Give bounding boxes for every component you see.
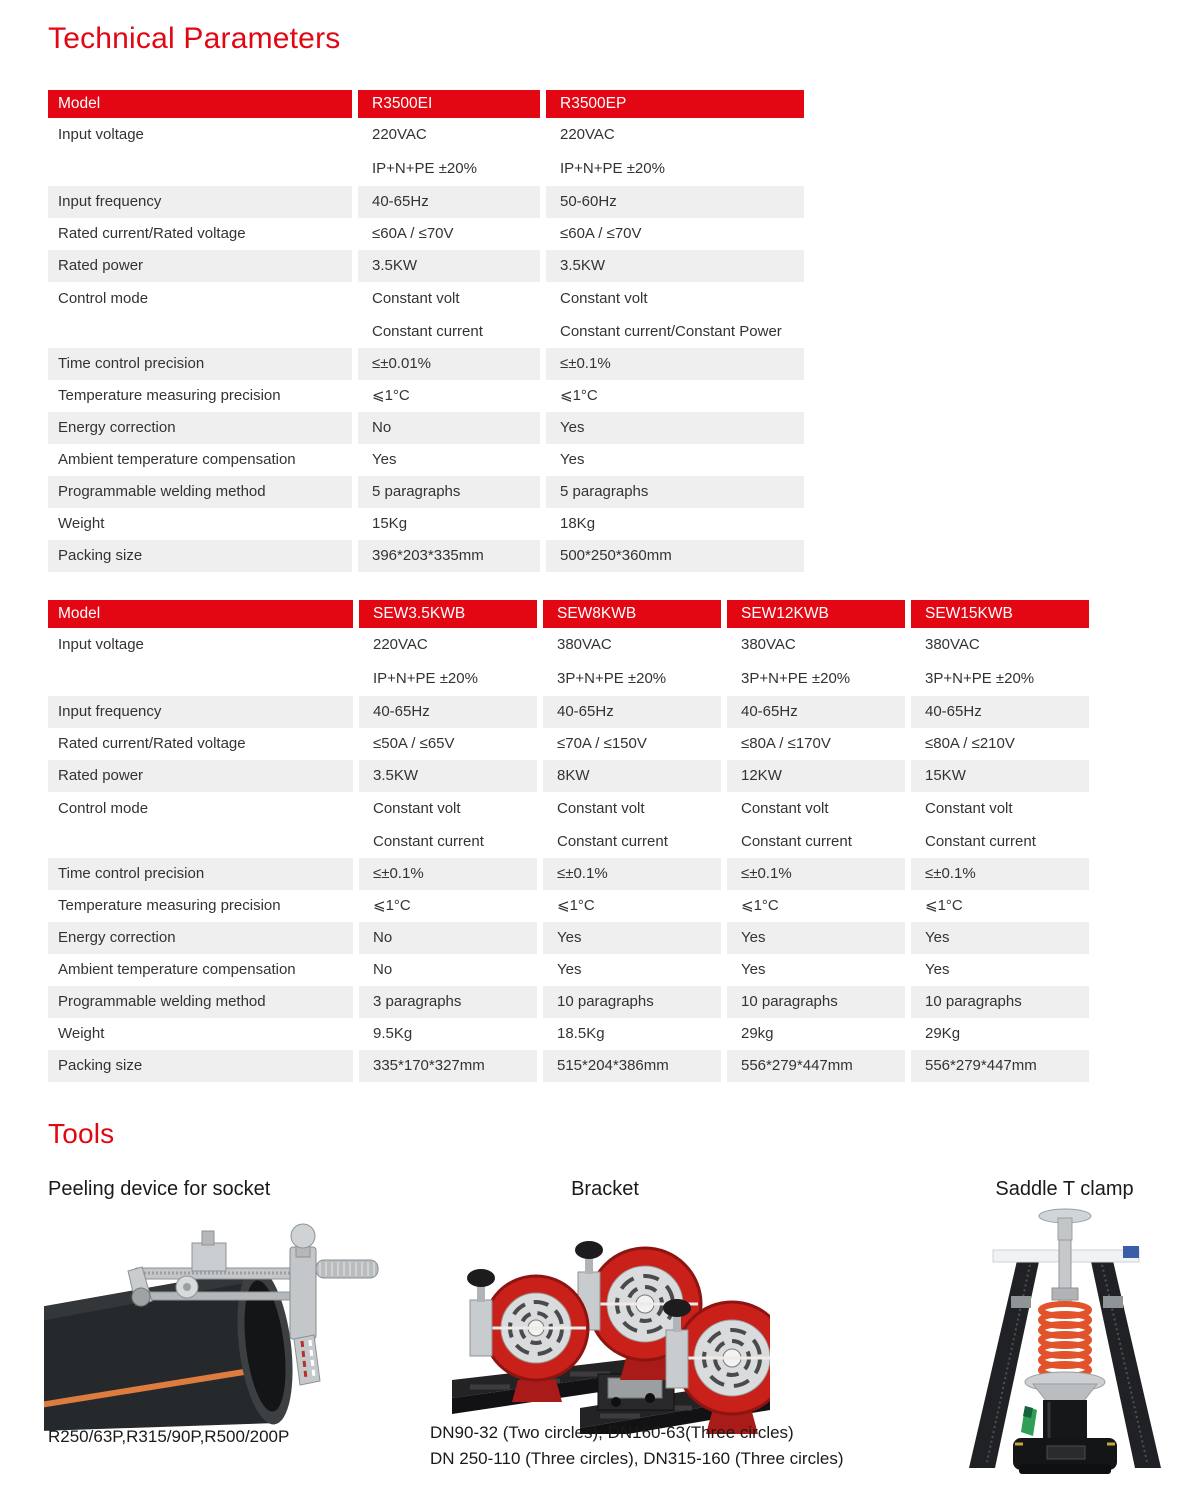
- table-row-packing-size: [48, 540, 804, 572]
- table-row-input-frequency: [48, 696, 1089, 728]
- cell-value: 515*204*386mm: [543, 1050, 721, 1082]
- saddle-t-clamp-image: [955, 1200, 1175, 1478]
- cell-line: Constant volt: [373, 800, 461, 817]
- cell-line: Constant volt: [372, 290, 460, 307]
- cell-value: [543, 792, 721, 858]
- cell-line: Constant volt: [557, 800, 645, 817]
- cell-value: 12KW: [727, 760, 905, 792]
- cell-line: 3P+N+PE ±20%: [925, 670, 1035, 687]
- row-label: Rated power: [48, 250, 352, 282]
- cell-value: ≤80A / ≤170V: [741, 735, 831, 752]
- bracket-image: [440, 1212, 770, 1434]
- header-sew8kwb: SEW8KWB: [543, 600, 721, 628]
- cell-line: IP+N+PE ±20%: [373, 670, 478, 687]
- table-row-ambient-comp: [48, 954, 1089, 986]
- header-model: Model: [48, 600, 353, 628]
- cell-line: 380VAC: [557, 636, 612, 653]
- cell-value: 556*279*447mm: [727, 1050, 905, 1082]
- table-row-input-voltage: [48, 118, 804, 186]
- cell-line: IP+N+PE ±20%: [560, 160, 665, 177]
- cell-value: Yes: [925, 961, 950, 978]
- tools-section-title: Tools: [48, 1118, 115, 1149]
- cell-value: 3.5KW: [359, 760, 537, 792]
- table-sew: [48, 600, 1089, 1082]
- row-label: Rated current/Rated voltage: [58, 735, 246, 752]
- cell-value: 29Kg: [925, 1025, 961, 1042]
- cell-line: 220VAC: [560, 126, 615, 143]
- table-row-welding-method: [48, 476, 804, 508]
- header-sew15kwb: SEW15KWB: [911, 600, 1089, 628]
- cell-value: 10 paragraphs: [543, 986, 721, 1018]
- row-label: Time control precision: [48, 858, 353, 890]
- cell-value: [546, 118, 804, 186]
- cell-line: Constant current: [741, 833, 852, 850]
- cell-line: Constant current: [373, 833, 484, 850]
- cell-value: [358, 118, 540, 186]
- cell-value: ≤±0.1%: [546, 348, 804, 380]
- table-row-time-precision: [48, 348, 804, 380]
- cell-value: 396*203*335mm: [358, 540, 540, 572]
- peeling-device-image: [44, 1205, 380, 1431]
- table-row-packing-size: [48, 1050, 1089, 1082]
- table-row-weight: [48, 508, 804, 540]
- row-label: Temperature measuring precision: [58, 897, 281, 914]
- cell-value: 5 paragraphs: [546, 476, 804, 508]
- cell-value: ≤±0.01%: [358, 348, 540, 380]
- cell-value: 15KW: [911, 760, 1089, 792]
- cell-line: 220VAC: [373, 636, 428, 653]
- cell-line: 3P+N+PE ±20%: [557, 670, 667, 687]
- cell-value: [546, 282, 804, 348]
- cell-value: 556*279*447mm: [911, 1050, 1089, 1082]
- tool-title-peeling-device: Peeling device for socket: [48, 1178, 271, 1200]
- cell-value: [358, 282, 540, 348]
- cell-value: ⩽1°C: [557, 897, 595, 914]
- row-label: Input voltage: [58, 636, 144, 653]
- cell-value: [359, 792, 537, 858]
- cell-value: 9.5Kg: [373, 1025, 413, 1042]
- row-label: Temperature measuring precision: [58, 387, 281, 404]
- cell-value: 40-65Hz: [911, 696, 1089, 728]
- cell-line: Constant current: [557, 833, 668, 850]
- cell-value: 40-65Hz: [543, 696, 721, 728]
- table-header-row: [48, 90, 804, 118]
- table-row-rated-power: [48, 760, 1089, 792]
- cell-value: 50-60Hz: [546, 186, 804, 218]
- row-label: Input voltage: [58, 126, 144, 143]
- cell-value: Yes: [911, 922, 1089, 954]
- row-label: Rated current/Rated voltage: [58, 225, 246, 242]
- cell-value: 10 paragraphs: [911, 986, 1089, 1018]
- cell-value: 3.5KW: [358, 250, 540, 282]
- row-label: Time control precision: [48, 348, 352, 380]
- row-label: Control mode: [58, 290, 149, 307]
- table-row-rated-power: [48, 250, 804, 282]
- table-row-input-frequency: [48, 186, 804, 218]
- row-label: Packing size: [48, 1050, 353, 1082]
- table-row-rated-current: [48, 728, 1089, 760]
- cell-value: 40-65Hz: [358, 186, 540, 218]
- header-r3500ei: R3500EI: [358, 90, 540, 118]
- cell-value: Yes: [557, 961, 582, 978]
- table-row-energy-correction: [48, 922, 1089, 954]
- row-label: Ambient temperature compensation: [58, 961, 296, 978]
- cell-line: 380VAC: [741, 636, 796, 653]
- cell-line: Constant current: [372, 323, 483, 340]
- cell-value: No: [373, 961, 393, 978]
- cell-value: ≤50A / ≤65V: [373, 735, 455, 752]
- cell-value: [911, 792, 1089, 858]
- table-row-weight: [48, 1018, 1089, 1050]
- row-label: Rated power: [48, 760, 353, 792]
- cell-line: IP+N+PE ±20%: [372, 160, 477, 177]
- table-row-control-mode: [48, 282, 804, 348]
- page-title: Technical Parameters: [48, 22, 341, 55]
- cell-line: Constant volt: [741, 800, 829, 817]
- table-row-time-precision: [48, 858, 1089, 890]
- row-label: Input frequency: [48, 696, 353, 728]
- cell-value: ≤±0.1%: [911, 858, 1089, 890]
- cell-line: 220VAC: [372, 126, 427, 143]
- row-label: Programmable welding method: [48, 986, 353, 1018]
- row-label: Packing size: [48, 540, 352, 572]
- cell-value: [911, 628, 1089, 696]
- cell-value: No: [358, 412, 540, 444]
- table-row-rated-current: [48, 218, 804, 250]
- cell-value: [727, 628, 905, 696]
- cell-line: Constant current: [925, 833, 1036, 850]
- table-row-temp-precision: [48, 890, 1089, 922]
- bracket-caption-line2: DN 250-110 (Three circles), DN315-160 (Three circles): [430, 1449, 844, 1468]
- cell-value: 500*250*360mm: [546, 540, 804, 572]
- cell-value: Yes: [741, 961, 766, 978]
- cell-value: Yes: [560, 451, 585, 468]
- table-row-energy-correction: [48, 412, 804, 444]
- table-row-control-mode: [48, 792, 1089, 858]
- row-label: Ambient temperature compensation: [58, 451, 296, 468]
- cell-value: ≤70A / ≤150V: [557, 735, 647, 752]
- header-sew35kwb: SEW3.5KWB: [359, 600, 537, 628]
- row-label: Weight: [58, 515, 105, 532]
- cell-line: 3P+N+PE ±20%: [741, 670, 851, 687]
- cell-value: ≤80A / ≤210V: [925, 735, 1015, 752]
- cell-value: 40-65Hz: [727, 696, 905, 728]
- cell-line: 380VAC: [925, 636, 980, 653]
- bracket-caption-line1: DN90-32 (Two circles), DN160-63(Three circles): [430, 1423, 794, 1442]
- cell-line: Constant current/Constant Power: [560, 323, 782, 340]
- cell-value: Yes: [727, 922, 905, 954]
- cell-value: ⩽1°C: [372, 387, 410, 404]
- header-model: Model: [48, 90, 352, 118]
- row-label: Weight: [58, 1025, 105, 1042]
- header-sew12kwb: SEW12KWB: [727, 600, 905, 628]
- cell-value: Yes: [372, 451, 397, 468]
- cell-line: Constant volt: [560, 290, 648, 307]
- cell-value: ⩽1°C: [373, 897, 411, 914]
- cell-value: 3 paragraphs: [359, 986, 537, 1018]
- cell-value: ≤±0.1%: [359, 858, 537, 890]
- cell-value: ≤±0.1%: [727, 858, 905, 890]
- cell-value: 8KW: [543, 760, 721, 792]
- cell-value: Yes: [543, 922, 721, 954]
- row-label: Energy correction: [48, 922, 353, 954]
- row-label: Energy correction: [48, 412, 352, 444]
- cell-value: ≤60A / ≤70V: [560, 225, 642, 242]
- row-label: Input frequency: [48, 186, 352, 218]
- cell-value: 29kg: [741, 1025, 774, 1042]
- cell-value: ≤60A / ≤70V: [372, 225, 454, 242]
- table-row-temp-precision: [48, 380, 804, 412]
- cell-value: ≤±0.1%: [543, 858, 721, 890]
- cell-value: 10 paragraphs: [727, 986, 905, 1018]
- row-label: Control mode: [58, 800, 149, 817]
- cell-value: 15Kg: [372, 515, 408, 532]
- cell-value: Yes: [546, 412, 804, 444]
- cell-value: 18.5Kg: [557, 1025, 605, 1042]
- bracket-caption: [430, 1420, 844, 1472]
- cell-value: 3.5KW: [546, 250, 804, 282]
- tool-title-saddle-t-clamp: Saddle T clamp: [995, 1178, 1134, 1200]
- cell-value: [359, 628, 537, 696]
- cell-value: 335*170*327mm: [359, 1050, 537, 1082]
- cell-value: ⩽1°C: [741, 897, 779, 914]
- table-r3500: [48, 90, 804, 572]
- table-row-input-voltage: [48, 628, 1089, 696]
- cell-value: 18Kg: [560, 515, 596, 532]
- cell-value: [727, 792, 905, 858]
- cell-value: No: [359, 922, 537, 954]
- header-r3500ep: R3500EP: [546, 90, 804, 118]
- cell-value: [543, 628, 721, 696]
- cell-value: ⩽1°C: [560, 387, 598, 404]
- cell-value: 40-65Hz: [359, 696, 537, 728]
- cell-line: Constant volt: [925, 800, 1013, 817]
- peeling-device-caption: R250/63P,R315/90P,R500/200P: [48, 1427, 290, 1446]
- table-row-ambient-comp: [48, 444, 804, 476]
- row-label: Programmable welding method: [48, 476, 352, 508]
- table-header-row: [48, 600, 1089, 628]
- table-row-welding-method: [48, 986, 1089, 1018]
- cell-value: 5 paragraphs: [358, 476, 540, 508]
- tool-title-bracket: Bracket: [571, 1178, 639, 1200]
- cell-value: ⩽1°C: [925, 897, 963, 914]
